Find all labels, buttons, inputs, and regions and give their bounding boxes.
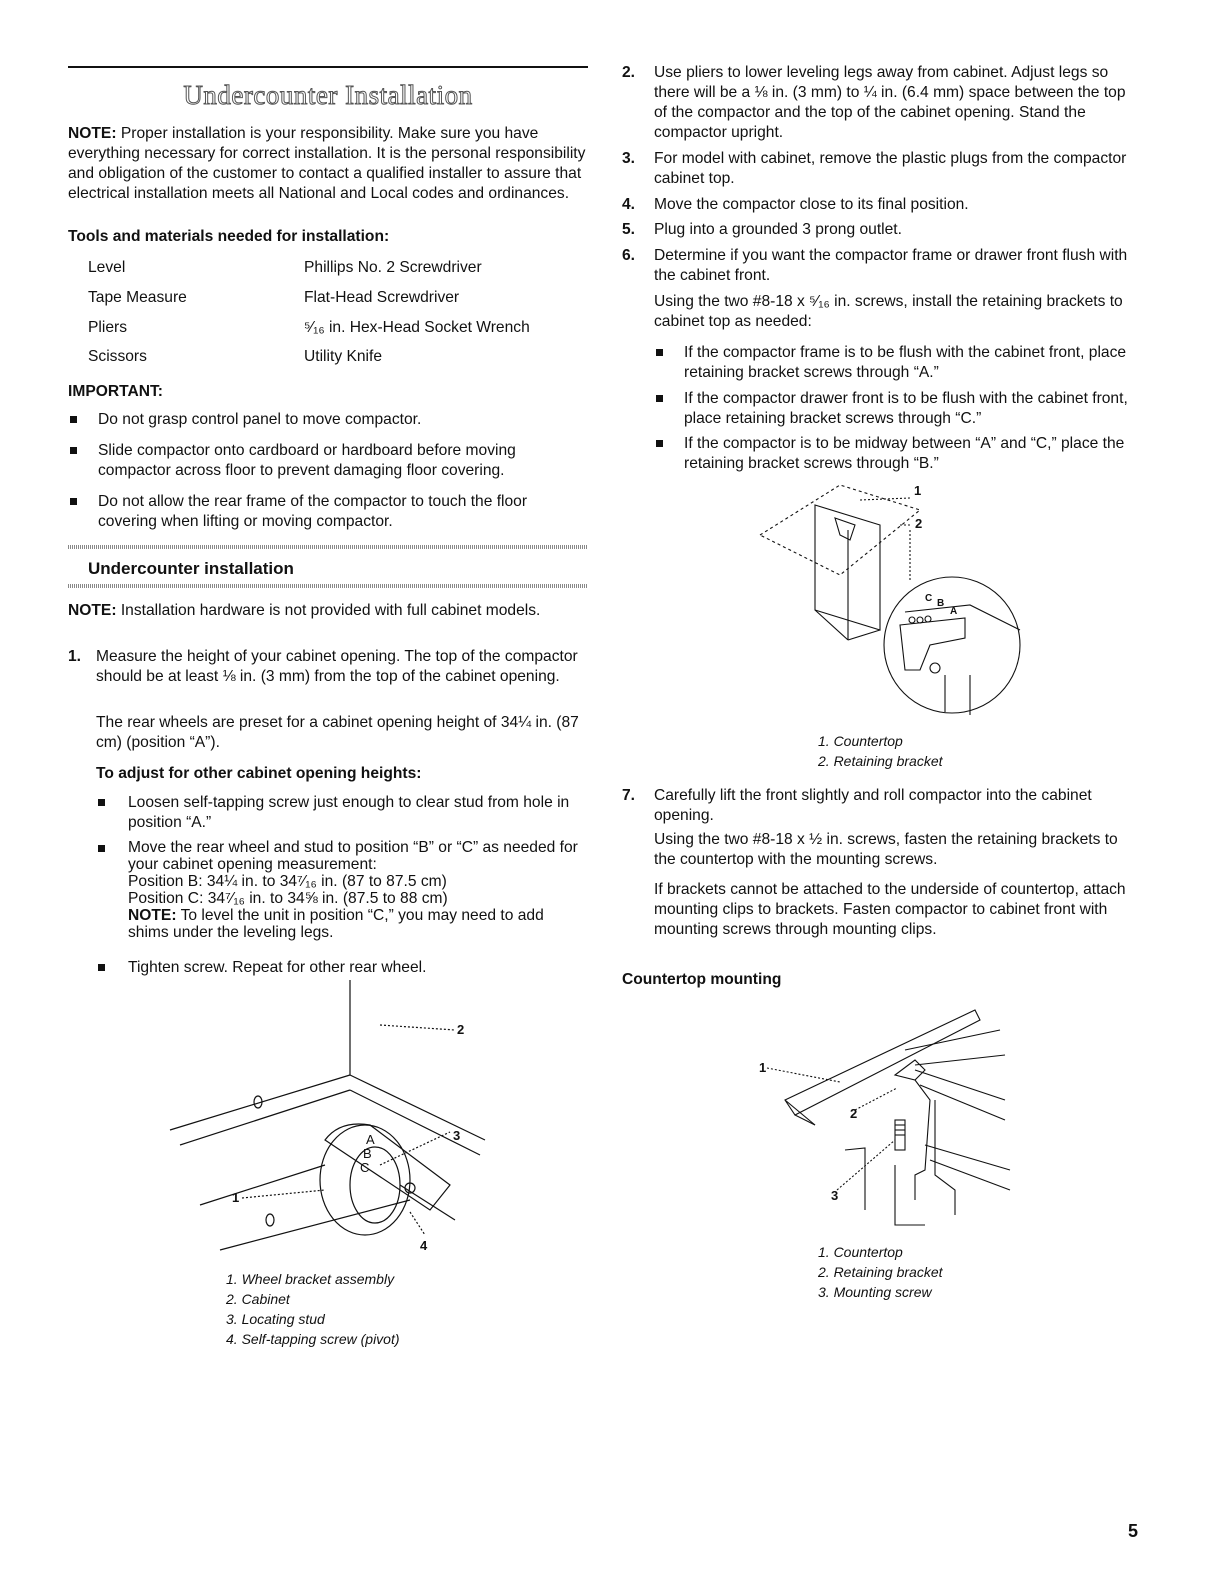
- bullet-icon: [98, 845, 105, 852]
- important-bullet: Do not allow the rear frame of the compactor to touch the floor covering when lifting or moving compactor.: [98, 493, 528, 530]
- important-bullet: Do not grasp control panel to move compactor.: [98, 411, 422, 428]
- caption-item: 4. Self-tapping screw (pivot): [226, 1331, 400, 1347]
- bullet-icon: [70, 447, 77, 454]
- step-5-text: Plug into a grounded 3 prong outlet.: [654, 221, 902, 238]
- callout-2: 2: [850, 1106, 858, 1121]
- callout-3: 3: [831, 1188, 839, 1203]
- note-label: NOTE:: [128, 907, 177, 924]
- step-1-text: Measure the height of your cabinet opening. The top of the compactor should be at least ⅛ in. (3 mm) from the top of the cabinet opening.: [96, 648, 578, 685]
- position-b-text: Position B: 34¼ in. to 34⁷⁄₁₆ in. (87 to 87.5 cm): [128, 873, 447, 890]
- callout-1: 1: [232, 1190, 240, 1205]
- bullet-icon: [70, 498, 77, 505]
- step-6-bullet: If the compactor frame is to be flush with the cabinet front, place retaining bracket screws through “A.”: [684, 344, 1127, 381]
- note-label: NOTE:: [68, 125, 117, 142]
- tool-item: Utility Knife: [304, 348, 382, 365]
- bullet-icon: [70, 416, 77, 423]
- caption-item: 3. Locating stud: [226, 1311, 325, 1327]
- undercounter-note-text: Installation hardware is not provided with full cabinet models.: [116, 602, 541, 619]
- callout-4: 4: [420, 1238, 428, 1253]
- intro-note-text: Proper installation is your responsibility. Make sure you have everything necessary for correct installation. It is the personal responsibility and obligation of the customer to contact a qualified installer to assure that electrical installation meets all National and Local codes and ordinances.: [68, 125, 586, 202]
- step-6-bullet: If the compactor drawer front is to be flush with the cabinet front, place retaining bracket screws through “C.”: [684, 390, 1128, 427]
- step-7-text: Carefully lift the front slightly and roll compactor into the cabinet opening.: [654, 787, 1092, 824]
- adjust-b2-note-text: To level the unit in position “C,” you may need to add shims under the leveling legs.: [128, 907, 544, 941]
- callout-1: 1: [759, 1060, 767, 1075]
- position-label-a: A: [950, 606, 958, 617]
- important-bullet: Slide compactor onto cardboard or hardboard before moving compactor across floor to prevent damaging floor covering.: [98, 442, 516, 479]
- section-title: Undercounter Installation: [183, 80, 473, 110]
- adjust-b2-note: [128, 907, 588, 941]
- tool-item: Level: [88, 259, 126, 276]
- title-rule: [68, 66, 588, 68]
- step-6-text: Determine if you want the compactor frame or drawer front flush with the cabinet front.: [654, 247, 1128, 284]
- position-label-c: C: [360, 1160, 370, 1175]
- caption-item: 1. Countertop: [818, 733, 903, 749]
- position-c-text: Position C: 34⁷⁄₁₆ in. to 34⅝ in. (87.5 to 88 cm): [128, 890, 448, 907]
- step-number: 5.: [622, 221, 636, 238]
- undercounter-note: [68, 601, 588, 621]
- adjust-heading: To adjust for other cabinet opening heights:: [96, 765, 422, 782]
- countertop-heading: Countertop mounting: [622, 971, 782, 988]
- position-label-b: B: [937, 598, 945, 609]
- step-number: 6.: [622, 247, 636, 264]
- step-4-text: Move the compactor close to its final position.: [654, 196, 969, 213]
- step-number: 4.: [622, 196, 636, 213]
- tools-heading: Tools and materials needed for installation:: [68, 228, 390, 245]
- caption-item: 3. Mounting screw: [818, 1284, 932, 1300]
- callout-3: 3: [453, 1128, 461, 1143]
- position-label-c: C: [925, 593, 933, 604]
- step-6-text-2: Using the two #8-18 x ⁵⁄₁₆ in. screws, install the retaining brackets to cabinet top as needed:: [654, 293, 1123, 330]
- retaining-bracket-figure: [760, 480, 1030, 725]
- page-number: 5: [1128, 1521, 1139, 1541]
- step-number: 1.: [68, 648, 82, 665]
- tool-item: Flat-Head Screwdriver: [304, 289, 460, 306]
- bullet-icon: [98, 799, 105, 806]
- tool-item: ⁵⁄₁₆ in. Hex-Head Socket Wrench: [304, 319, 530, 336]
- adjust-bullet: Loosen self-tapping screw just enough to clear stud from hole in position “A.”: [128, 794, 570, 831]
- caption-item: 1. Wheel bracket assembly: [226, 1271, 395, 1287]
- callout-1: 1: [914, 483, 922, 498]
- important-heading: IMPORTANT:: [68, 383, 163, 400]
- step-2-text: Use pliers to lower leveling legs away from cabinet. Adjust legs so there will be a ⅛ in. (3 mm) to ¼ in. (6.4 mm) space between the top of the compactor and the top of the cabinet opening. Stand the compactor upright.: [654, 64, 1126, 141]
- caption-item: 2. Retaining bracket: [818, 753, 943, 769]
- step-1-text-2: The rear wheels are preset for a cabinet opening height of 34¼ in. (87 cm) (position “A”).: [96, 714, 579, 751]
- position-label-b: B: [363, 1146, 372, 1161]
- tool-item: Phillips No. 2 Screwdriver: [304, 259, 482, 276]
- bullet-icon: [656, 395, 663, 402]
- tool-item: Tape Measure: [88, 289, 187, 306]
- note-label: NOTE:: [68, 602, 117, 619]
- step-number: 2.: [622, 64, 636, 81]
- adjust-b2-text: Move the rear wheel and stud to position “B” or “C” as needed for your cabinet opening measurement:: [128, 839, 578, 873]
- countertop-mounting-figure: [755, 1000, 1015, 1230]
- caption-item: 1. Countertop: [818, 1244, 903, 1260]
- section-rule-top: [68, 545, 588, 549]
- step-3-text: For model with cabinet, remove the plastic plugs from the compactor cabinet top.: [654, 150, 1127, 187]
- bullet-icon: [98, 964, 105, 971]
- step-number: 3.: [622, 150, 636, 167]
- wheel-bracket-figure: [170, 980, 500, 1265]
- adjust-bullet: Tighten screw. Repeat for other rear wheel.: [128, 959, 427, 976]
- step-7-text-3: If brackets cannot be attached to the underside of countertop, attach mounting clips to brackets. Fasten compactor to cabinet front with mounting screws through mounting clips.: [654, 881, 1126, 938]
- adjust-bullet: [128, 839, 588, 941]
- tool-item: Pliers: [88, 319, 127, 336]
- caption-item: 2. Retaining bracket: [818, 1264, 943, 1280]
- callout-2: 2: [457, 1022, 465, 1037]
- caption-item: 2. Cabinet: [226, 1291, 290, 1307]
- callout-2: 2: [915, 516, 923, 531]
- step-number: 7.: [622, 787, 636, 804]
- position-label-a: A: [366, 1132, 375, 1147]
- bullet-icon: [656, 349, 663, 356]
- step-6-bullet: If the compactor is to be midway between “A” and “C,” place the retaining bracket screws through “B.”: [684, 435, 1125, 472]
- tool-item: Scissors: [88, 348, 147, 365]
- figure1-captions: [226, 1269, 400, 1349]
- figure2-captions: [818, 731, 943, 771]
- undercounter-heading: Undercounter installation: [88, 559, 294, 578]
- intro-note: [68, 124, 588, 204]
- bullet-icon: [656, 440, 663, 447]
- section-rule-bottom: [68, 584, 588, 588]
- figure3-captions: [818, 1242, 943, 1302]
- step-7-text-2: Using the two #8-18 x ½ in. screws, fasten the retaining brackets to the countertop with the mounting screws.: [654, 831, 1118, 868]
